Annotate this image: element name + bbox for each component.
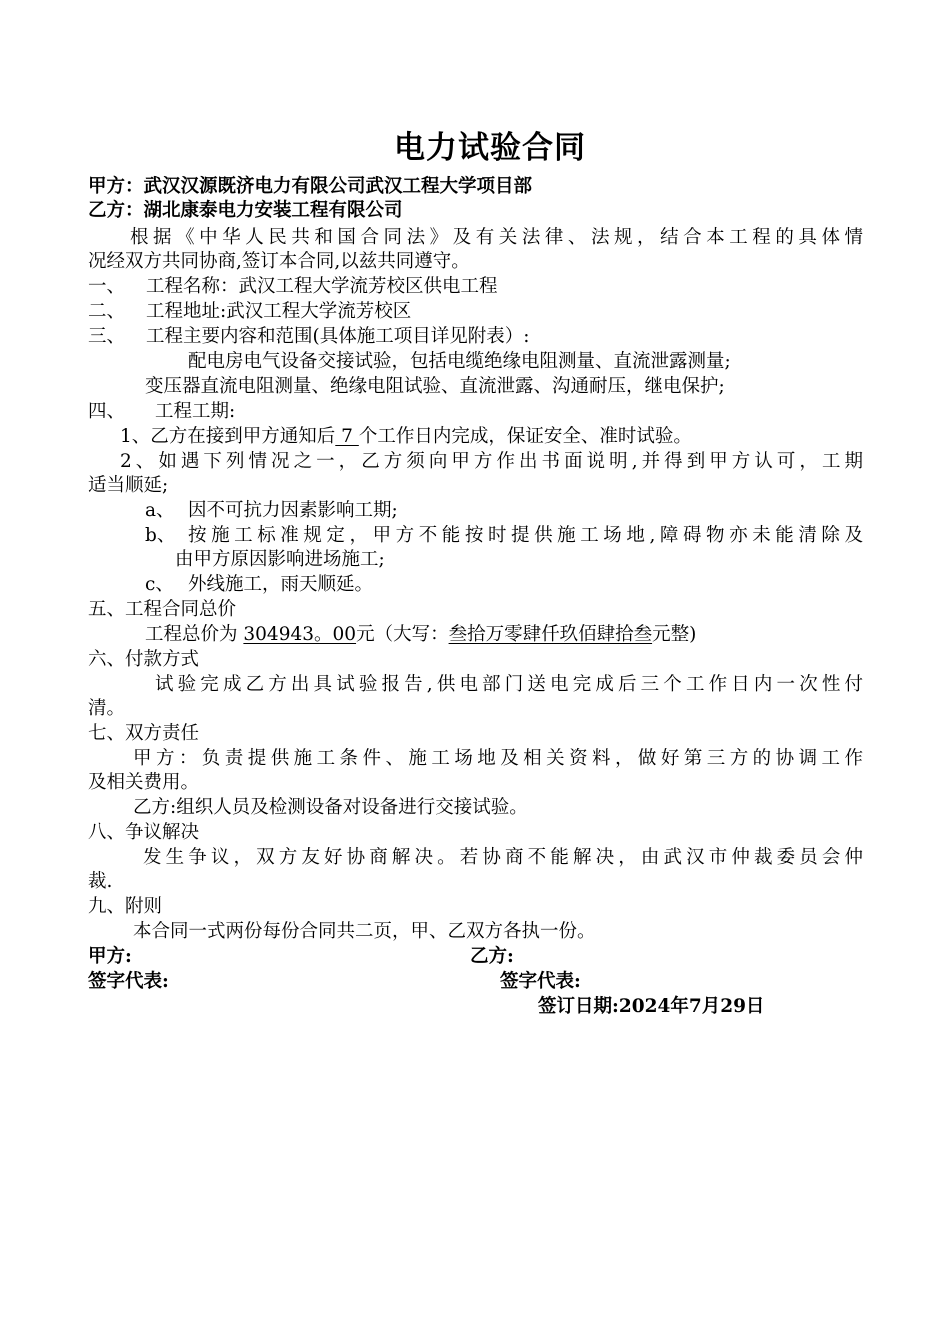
intro-line-2: 况经双方共同协商,签订本合同,以兹共同遵守。 — [88, 251, 470, 272]
section-1-text: 工程名称：武汉工程大学流芳校区供电工程 — [146, 276, 498, 297]
condition-b-line-1: 按施工标准规定，甲方不能按时提供施工场地,障碍物亦未能清除及 — [188, 525, 863, 546]
section-7-party-a-line-1: 甲方：负责提供施工条件、施工场地及相关资料，做好第三方的协调工作 — [133, 748, 863, 769]
section-3-number: 三、 — [88, 326, 126, 347]
section-4-number: 四、 — [88, 401, 126, 422]
condition-c-text: 外线施工，雨天顺延。 — [188, 574, 374, 595]
section-6-heading: 六、付款方式 — [88, 649, 200, 670]
section-4-item-2-line-2: 适当顺延; — [88, 475, 169, 496]
signature-rep-b: 签字代表: — [500, 971, 581, 992]
section-1-number: 一、 — [88, 276, 126, 297]
signature-party-b: 乙方: — [470, 946, 514, 967]
item-1-prefix: 1、乙方在接到甲方通知后 — [120, 426, 336, 447]
section-7-party-a-line-2: 及相关费用。 — [88, 772, 200, 793]
section-8-line-2: 裁. — [88, 871, 113, 892]
price-amount-words: 叁拾万零肆仟玖佰肆拾叁 — [448, 624, 653, 645]
section-4-text: 工程工期: — [155, 401, 236, 422]
item-1-days: 7 — [335, 426, 359, 447]
signing-date: 签订日期:2024年7月29日 — [538, 996, 765, 1017]
condition-b-line-2: 由甲方原因影响进场施工; — [175, 549, 385, 570]
condition-a-label: a、 — [145, 500, 175, 521]
section-4-item-1 — [120, 425, 692, 449]
condition-a-text: 因不可抗力因素影响工期; — [188, 500, 398, 521]
item-1-suffix: 个工作日内完成，保证安全、准时试验。 — [358, 426, 692, 447]
price-amount: 304943。00 — [243, 624, 357, 645]
signature-rep-a: 签字代表: — [88, 971, 169, 992]
section-6-line-2: 清。 — [88, 698, 126, 719]
price-suffix: 元整) — [652, 624, 697, 645]
condition-b-label: b、 — [145, 525, 176, 546]
section-2-text: 工程地址:武汉工程大学流芳校区 — [146, 301, 412, 322]
price-prefix: 工程总价为 — [145, 624, 244, 645]
section-8-heading: 八、争议解决 — [88, 822, 200, 843]
section-9-line: 本合同一式两份每份合同共二页，甲、乙双方各执一份。 — [133, 921, 596, 942]
price-middle: 元（大写： — [356, 624, 449, 645]
section-5-price-line — [145, 623, 696, 647]
signature-party-a: 甲方: — [88, 946, 132, 967]
section-7-heading: 七、双方责任 — [88, 723, 200, 744]
section-3-text: 工程主要内容和范围(具体施工项目详见附表）: — [146, 326, 530, 347]
section-3-scope-line-1: 配电房电气设备交接试验，包括电缆绝缘电阻测量、直流泄露测量; — [188, 351, 731, 372]
party-a-line: 甲方：武汉汉源既济电力有限公司武汉工程大学项目部 — [88, 176, 533, 197]
section-8-line-1: 发生争议，双方友好协商解决。若协商不能解决，由武汉市仲裁委员会仲 — [143, 847, 863, 868]
section-6-line-1: 试验完成乙方出具试验报告,供电部门送电完成后三个工作日内一次性付 — [155, 674, 863, 695]
section-9-heading: 九、附则 — [88, 896, 163, 917]
section-5-heading: 五、工程合同总价 — [88, 599, 237, 620]
section-4-item-2-line-1: 2、如遇下列情况之一，乙方须向甲方作出书面说明,并得到甲方认可，工期 — [120, 451, 863, 472]
section-3-scope-line-2: 变压器直流电阻测量、绝缘电阻试验、直流泄露、沟通耐压，继电保护; — [145, 376, 725, 397]
section-7-party-b-line: 乙方:组织人员及检测设备对设备进行交接试验。 — [133, 797, 528, 818]
section-2-number: 二、 — [88, 301, 126, 322]
party-b-line: 乙方：湖北康泰电力安装工程有限公司 — [88, 200, 403, 221]
condition-c-label: c、 — [145, 574, 174, 595]
document-title: 电力试验合同 — [394, 130, 586, 166]
intro-line-1: 根据《中华人民共和国合同法》及有关法律、法规，结合本工程的具体情 — [130, 227, 863, 248]
